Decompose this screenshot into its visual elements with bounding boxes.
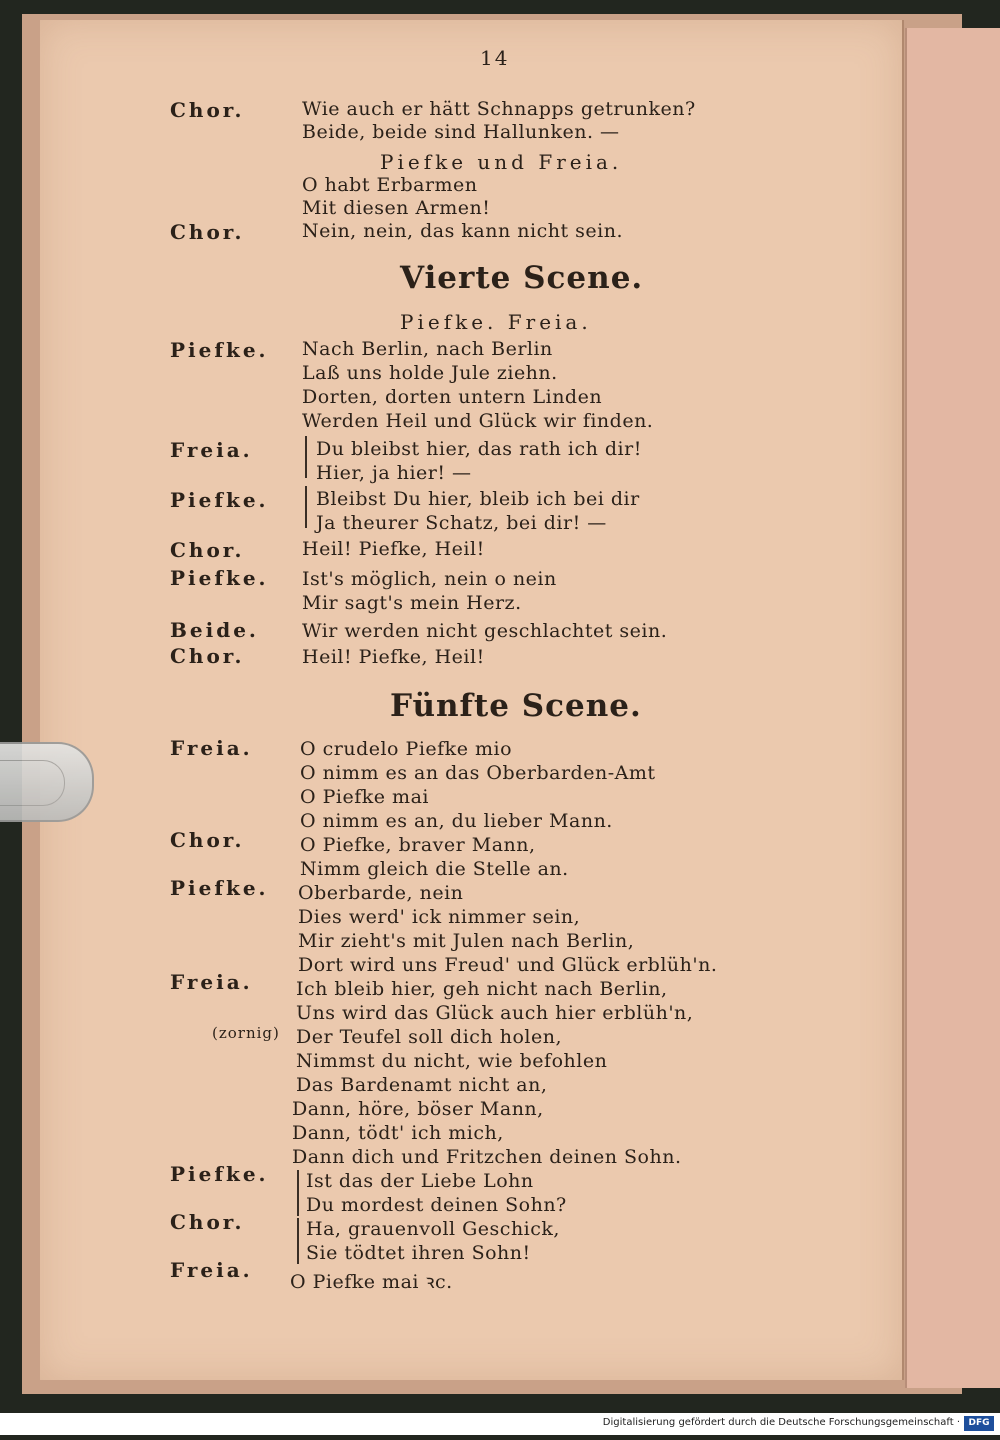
speaker-label: Chor. bbox=[170, 828, 245, 852]
verse-line: O Piefke, braver Mann, bbox=[300, 834, 536, 856]
verse-line: Uns wird das Glück auch hier erblüh'n, bbox=[296, 1002, 694, 1024]
scene-title: Vierte Scene. bbox=[400, 260, 644, 296]
verse-line: Nein, nein, das kann nicht sein. bbox=[302, 220, 623, 242]
speaker-label: Chor. bbox=[170, 644, 245, 668]
brace-mark bbox=[305, 486, 307, 528]
speaker-label: Piefke. bbox=[170, 488, 269, 512]
verse-line: Dort wird uns Freud' und Glück erblüh'n. bbox=[298, 954, 718, 976]
verse-line: Du bleibst hier, das rath ich dir! bbox=[316, 438, 642, 460]
verse-line: Dorten, dorten untern Linden bbox=[302, 386, 603, 408]
speaker-label: Piefke. bbox=[170, 1162, 269, 1186]
speaker-label: Piefke. bbox=[170, 338, 269, 362]
speaker-label: Chor. bbox=[170, 1210, 245, 1234]
speaker-label: Piefke. bbox=[170, 566, 269, 590]
plastic-bookmark-clip bbox=[0, 742, 94, 822]
speaker-label: Freia. bbox=[170, 736, 253, 760]
verse-line: Nimm gleich die Stelle an. bbox=[300, 858, 569, 880]
scene-title: Fünfte Scene. bbox=[390, 688, 642, 724]
verse-line: O Piefke mai bbox=[300, 786, 429, 808]
verse-line: O Piefke mai ꝛc. bbox=[290, 1271, 453, 1293]
verse-line: Wir werden nicht geschlachtet sein. bbox=[302, 620, 668, 642]
verse-line: O nimm es an, du lieber Mann. bbox=[300, 810, 613, 832]
speaker-label: Freia. bbox=[170, 438, 253, 462]
verse-line: Wie auch er hätt Schnapps getrunken? bbox=[302, 98, 696, 120]
verse-line: O habt Erbarmen bbox=[302, 174, 478, 196]
speaker-label: Freia. bbox=[170, 1258, 253, 1282]
cast-line: Piefke. Freia. bbox=[400, 310, 592, 334]
speaker-label: Beide. bbox=[170, 618, 259, 642]
verse-line: Heil! Piefke, Heil! bbox=[302, 646, 485, 668]
verse-line: Nimmst du nicht, wie befohlen bbox=[296, 1050, 608, 1072]
stage-direction: (zornig) bbox=[212, 1024, 280, 1042]
verse-line: Dann, tödt' ich mich, bbox=[292, 1122, 504, 1144]
verse-line: Ist's möglich, nein o nein bbox=[302, 568, 557, 590]
verse-line: Oberbarde, nein bbox=[298, 882, 464, 904]
footer-bar bbox=[0, 1413, 1000, 1435]
verse-line: Hier, ja hier! — bbox=[316, 462, 472, 484]
verse-line: Laß uns holde Jule ziehn. bbox=[302, 362, 558, 384]
speaker-label: Chor. bbox=[170, 220, 245, 244]
speaker-label: Chor. bbox=[170, 538, 245, 562]
verse-line: Heil! Piefke, Heil! bbox=[302, 538, 485, 560]
verse-line: Du mordest deinen Sohn? bbox=[306, 1194, 567, 1216]
page-number: 14 bbox=[480, 46, 510, 70]
speaker-label: Freia. bbox=[170, 970, 253, 994]
verse-line: Der Teufel soll dich holen, bbox=[296, 1026, 562, 1048]
brace-mark bbox=[297, 1218, 299, 1264]
verse-line: O crudelo Piefke mio bbox=[300, 738, 513, 760]
verse-line: Nach Berlin, nach Berlin bbox=[302, 338, 553, 360]
verse-line: Mir zieht's mit Julen nach Berlin, bbox=[298, 930, 635, 952]
verse-line: Das Bardenamt nicht an, bbox=[296, 1074, 548, 1096]
verse-line: Dies werd' ick nimmer sein, bbox=[298, 906, 581, 928]
verse-line: Mit diesen Armen! bbox=[302, 197, 491, 219]
verse-line: Ja theurer Schatz, bei dir! — bbox=[316, 512, 607, 534]
funding-credit: Digitalisierung gefördert durch die Deutsche Forschungsgemeinschaft · bbox=[602, 1417, 960, 1428]
speaker-label: Chor. bbox=[170, 98, 245, 122]
speaker-label: Piefke. bbox=[170, 876, 269, 900]
adjacent-page-edge-marks bbox=[980, 640, 1000, 1440]
verse-line: Ist das der Liebe Lohn bbox=[306, 1170, 534, 1192]
brace-mark bbox=[305, 436, 307, 478]
verse-line: O nimm es an das Oberbarden-Amt bbox=[300, 762, 656, 784]
cast-line: Piefke und Freia. bbox=[380, 150, 623, 174]
brace-mark bbox=[297, 1170, 299, 1216]
verse-line: Dann dich und Fritzchen deinen Sohn. bbox=[292, 1146, 682, 1168]
verse-line: Werden Heil und Glück wir finden. bbox=[302, 410, 654, 432]
verse-line: Ha, grauenvoll Geschick, bbox=[306, 1218, 560, 1240]
verse-line: Beide, beide sind Hallunken. — bbox=[302, 121, 620, 143]
book-page bbox=[40, 20, 904, 1380]
verse-line: Sie tödtet ihren Sohn! bbox=[306, 1242, 531, 1264]
verse-line: Ich bleib hier, geh nicht nach Berlin, bbox=[296, 978, 668, 1000]
verse-line: Dann, höre, böser Mann, bbox=[292, 1098, 544, 1120]
dfg-logo: DFG bbox=[964, 1416, 994, 1431]
verse-line: Bleibst Du hier, bleib ich bei dir bbox=[316, 488, 640, 510]
verse-line: Mir sagt's mein Herz. bbox=[302, 592, 522, 614]
